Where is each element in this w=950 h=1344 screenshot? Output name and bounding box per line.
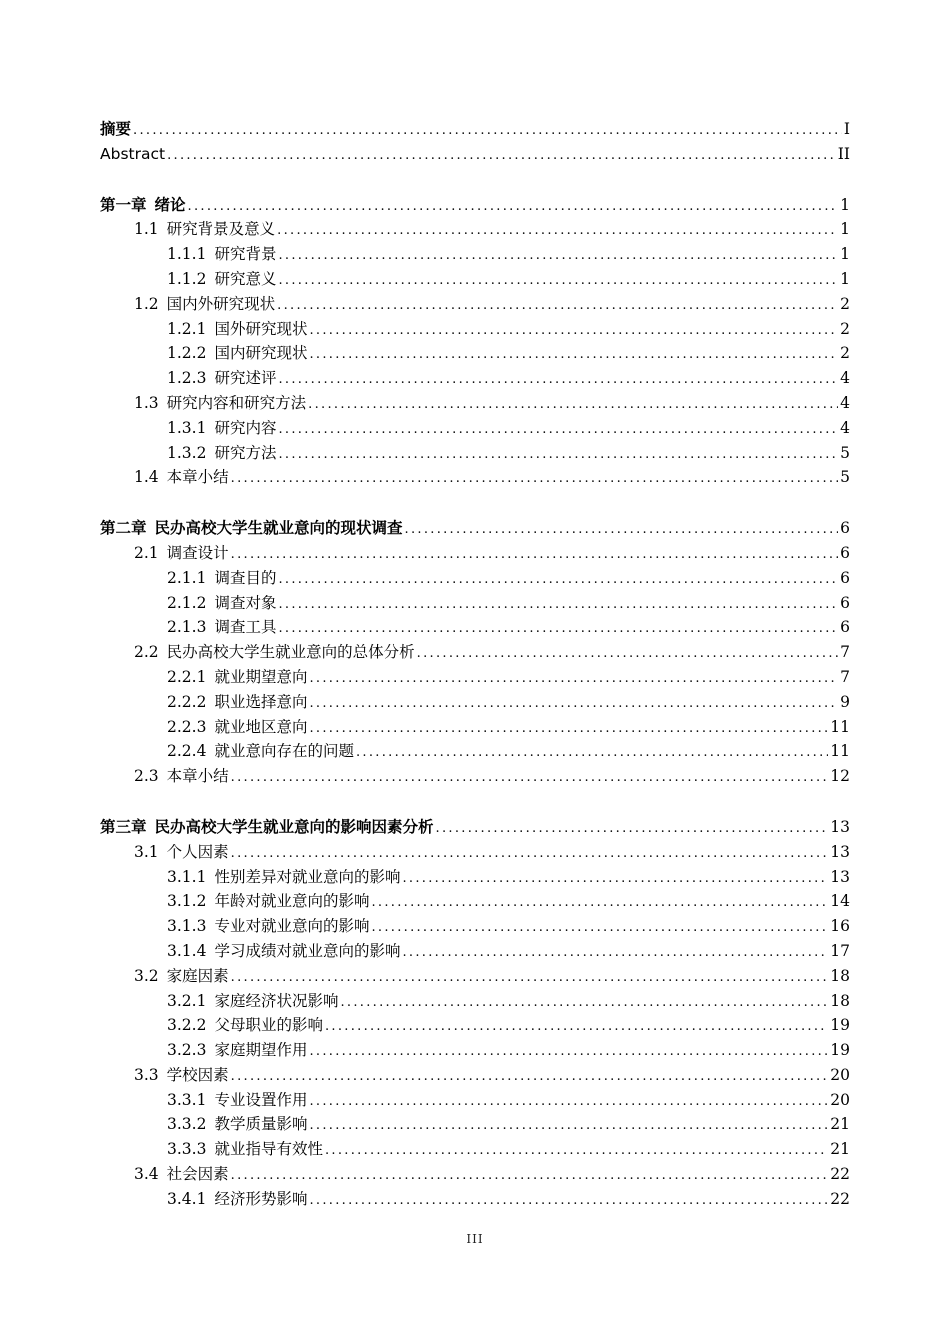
toc-entry-number: 3.3 bbox=[134, 1065, 159, 1084]
toc-entry-page: 1 bbox=[840, 220, 850, 239]
toc-entry-number: 3.1.2 bbox=[167, 892, 207, 911]
toc-entry-page: 2 bbox=[840, 344, 850, 363]
toc-entry[interactable] bbox=[100, 566, 850, 591]
toc-entry-page: 2 bbox=[840, 294, 850, 313]
toc-entry-number: 第一章 bbox=[100, 195, 147, 214]
toc-entry-number: 3.2 bbox=[134, 966, 159, 985]
toc-entry[interactable] bbox=[100, 117, 850, 142]
toc-entry-page: 7 bbox=[840, 643, 850, 662]
toc-entry-title: 个人因素 bbox=[166, 842, 229, 861]
dot-leader bbox=[231, 543, 838, 566]
toc-entry-number: 3.1.4 bbox=[167, 941, 207, 960]
dot-leader bbox=[278, 443, 838, 466]
toc-entry-number: 3.2.3 bbox=[167, 1041, 207, 1060]
toc-entry-page: 20 bbox=[830, 1090, 850, 1109]
dot-leader bbox=[417, 642, 838, 665]
toc-entry-page: 21 bbox=[830, 1140, 850, 1159]
toc-entry-number: 1.2.2 bbox=[167, 344, 207, 363]
dot-leader bbox=[278, 418, 838, 441]
toc-entry[interactable] bbox=[100, 267, 850, 292]
dot-leader bbox=[278, 593, 838, 616]
toc-entry-number: 1.3.2 bbox=[167, 443, 207, 462]
toc-entry[interactable] bbox=[100, 1162, 850, 1187]
dot-leader bbox=[356, 741, 828, 764]
toc-entry-title: 性别差异对就业意向的影响 bbox=[214, 867, 401, 886]
toc-entry[interactable] bbox=[100, 366, 850, 391]
toc-entry-title: 经济形势影响 bbox=[214, 1189, 308, 1208]
toc-entry-page: 13 bbox=[830, 867, 850, 886]
toc-entry-title: 研究背景及意义 bbox=[166, 220, 276, 239]
dot-leader bbox=[405, 518, 839, 541]
toc-entry-number: 第三章 bbox=[100, 817, 147, 836]
toc-entry[interactable] bbox=[100, 739, 850, 764]
toc-entry-page: 1 bbox=[840, 195, 850, 214]
toc-entry-page: 21 bbox=[830, 1115, 850, 1134]
dot-leader bbox=[231, 467, 838, 490]
toc-entry[interactable] bbox=[100, 964, 850, 989]
toc-entry-title: 研究内容 bbox=[214, 418, 277, 437]
toc-entry-page: 11 bbox=[830, 742, 850, 761]
toc-entry-title: 本章小结 bbox=[166, 767, 229, 786]
toc-entry[interactable] bbox=[100, 292, 850, 317]
dot-leader bbox=[309, 692, 838, 715]
toc-entry[interactable] bbox=[100, 516, 850, 541]
dot-leader bbox=[371, 916, 828, 939]
toc-entry-title: 就业意向存在的问题 bbox=[214, 742, 354, 761]
toc-entry[interactable] bbox=[100, 591, 850, 616]
toc-entry[interactable] bbox=[100, 764, 850, 789]
toc-entry-number: 2.2.1 bbox=[167, 667, 207, 686]
toc-entry-page: 12 bbox=[830, 767, 850, 786]
dot-leader bbox=[278, 368, 838, 391]
toc-entry[interactable] bbox=[100, 840, 850, 865]
toc-entry-number: 1.3.1 bbox=[167, 418, 207, 437]
toc-entry-page: 5 bbox=[840, 468, 850, 487]
toc-entry-page: 13 bbox=[830, 817, 850, 836]
toc-entry[interactable] bbox=[100, 865, 850, 890]
toc-entry[interactable] bbox=[100, 193, 850, 218]
dot-leader bbox=[231, 1164, 829, 1187]
toc-entry-title: 国内外研究现状 bbox=[166, 294, 276, 313]
toc-entry-number: 2.2.3 bbox=[167, 717, 207, 736]
toc-entry-title: 社会因素 bbox=[166, 1165, 229, 1184]
toc-entry-page: 16 bbox=[830, 917, 850, 936]
dot-leader bbox=[167, 144, 836, 167]
dot-leader bbox=[340, 991, 828, 1014]
toc-entry[interactable] bbox=[100, 1013, 850, 1038]
toc-entry-page: 19 bbox=[830, 1016, 850, 1035]
toc-entry[interactable] bbox=[100, 815, 850, 840]
toc-entry-title: 民办高校大学生就业意向的现状调查 bbox=[154, 519, 403, 538]
toc-entry-number: 3.3.2 bbox=[167, 1115, 207, 1134]
dot-leader bbox=[309, 319, 838, 342]
toc-entry-page: 5 bbox=[840, 443, 850, 462]
toc-entry-page: 20 bbox=[830, 1065, 850, 1084]
toc-entry-number: 2.2.4 bbox=[167, 742, 207, 761]
toc-entry-number: 1.2.1 bbox=[167, 319, 207, 338]
toc-entry-number: 3.1.1 bbox=[167, 867, 207, 886]
toc-entry-page: 6 bbox=[840, 543, 850, 562]
toc-entry-number: 2.1.1 bbox=[167, 568, 207, 587]
toc-entry[interactable] bbox=[100, 441, 850, 466]
toc-entry[interactable] bbox=[100, 615, 850, 640]
toc-entry-title: 就业期望意向 bbox=[214, 667, 308, 686]
toc-entry-page: 22 bbox=[830, 1165, 850, 1184]
toc-entry-page: II bbox=[837, 144, 850, 163]
toc-entry-title: 研究方法 bbox=[214, 443, 277, 462]
dot-leader bbox=[231, 1065, 829, 1088]
dot-leader bbox=[277, 219, 838, 242]
dot-leader bbox=[231, 766, 829, 789]
toc-entry-page: 14 bbox=[830, 892, 850, 911]
toc-entry-number: 2.1.3 bbox=[167, 618, 207, 637]
toc-entry[interactable] bbox=[100, 217, 850, 242]
toc-entry-title: 教学质量影响 bbox=[214, 1115, 308, 1134]
toc-entry-number: 3.2.2 bbox=[167, 1016, 207, 1035]
toc-entry-page: 4 bbox=[840, 418, 850, 437]
toc-entry[interactable] bbox=[100, 690, 850, 715]
toc-entry-title: 家庭因素 bbox=[166, 966, 229, 985]
dot-leader bbox=[402, 941, 828, 964]
toc-entry-number: 1.1.2 bbox=[167, 269, 207, 288]
toc-entry-page: 11 bbox=[830, 717, 850, 736]
toc-entry-page: 13 bbox=[830, 842, 850, 861]
dot-leader bbox=[309, 1189, 828, 1212]
toc-entry[interactable] bbox=[100, 640, 850, 665]
toc-entry-title: 专业设置作用 bbox=[214, 1090, 308, 1109]
toc-entry-page: 7 bbox=[840, 667, 850, 686]
toc-entry-title: 学习成绩对就业意向的影响 bbox=[214, 941, 401, 960]
dot-leader bbox=[371, 891, 828, 914]
dot-leader bbox=[402, 867, 828, 890]
toc-entry-page: 6 bbox=[840, 568, 850, 587]
toc-entry-number: 3.1 bbox=[134, 842, 159, 861]
toc-entry[interactable] bbox=[100, 391, 850, 416]
toc-entry[interactable] bbox=[100, 914, 850, 939]
toc-entry[interactable] bbox=[100, 1063, 850, 1088]
toc-entry-title: 年龄对就业意向的影响 bbox=[214, 892, 370, 911]
toc-entry[interactable] bbox=[100, 1187, 850, 1212]
toc-entry[interactable] bbox=[100, 665, 850, 690]
toc-entry-title: 国内研究现状 bbox=[214, 344, 308, 363]
toc-entry-number: 1.3 bbox=[134, 393, 159, 412]
dot-leader bbox=[133, 119, 842, 142]
toc-entry-title: 学校因素 bbox=[166, 1065, 229, 1084]
toc-entry-page: 1 bbox=[840, 245, 850, 264]
toc-entry-page: 18 bbox=[830, 991, 850, 1010]
toc-entry-page: 4 bbox=[840, 393, 850, 412]
toc-entry-number: 1.1 bbox=[134, 220, 159, 239]
toc-entry-number: 3.4.1 bbox=[167, 1189, 207, 1208]
toc-entry-number: 2.1.2 bbox=[167, 593, 207, 612]
toc-entry[interactable] bbox=[100, 889, 850, 914]
toc-entry-page: 1 bbox=[840, 269, 850, 288]
toc-entry-title: 专业对就业意向的影响 bbox=[214, 917, 370, 936]
toc-entry[interactable] bbox=[100, 939, 850, 964]
toc-entry-title: 民办高校大学生就业意向的影响因素分析 bbox=[154, 817, 434, 836]
toc-entry[interactable] bbox=[100, 1137, 850, 1162]
dot-leader bbox=[309, 1114, 828, 1137]
dot-leader bbox=[309, 667, 838, 690]
toc-entry-title: 调查设计 bbox=[166, 543, 229, 562]
toc-entry-title: 研究意义 bbox=[214, 269, 277, 288]
toc-entry-number: 3.4 bbox=[134, 1165, 159, 1184]
toc-entry-page: 6 bbox=[840, 618, 850, 637]
toc-entry-number: 3.1.3 bbox=[167, 917, 207, 936]
toc-entry-page: 19 bbox=[830, 1041, 850, 1060]
toc-entry[interactable] bbox=[100, 541, 850, 566]
dot-leader bbox=[325, 1015, 828, 1038]
toc-entry-page: 6 bbox=[840, 519, 850, 538]
toc-entry-number: 3.3.3 bbox=[167, 1140, 207, 1159]
dot-leader bbox=[278, 269, 838, 292]
dot-leader bbox=[278, 617, 838, 640]
toc-entry-title: 调查对象 bbox=[214, 593, 277, 612]
toc-entry-number: 1.2.3 bbox=[167, 369, 207, 388]
toc-entry-title: 就业指导有效性 bbox=[214, 1140, 323, 1159]
dot-leader bbox=[325, 1139, 828, 1162]
toc-entry-page: 9 bbox=[840, 692, 850, 711]
toc-entry-number: 1.2 bbox=[134, 294, 159, 313]
toc-entry[interactable] bbox=[100, 341, 850, 366]
toc-entry-page: 22 bbox=[830, 1189, 850, 1208]
dot-leader bbox=[309, 343, 838, 366]
toc-entry-number: 2.1 bbox=[134, 543, 159, 562]
toc-entry-page: 2 bbox=[840, 319, 850, 338]
toc-entry-title: 职业选择意向 bbox=[214, 692, 308, 711]
toc-entry[interactable] bbox=[100, 465, 850, 490]
toc-entry-title: 研究述评 bbox=[214, 369, 277, 388]
toc-entry[interactable] bbox=[100, 1038, 850, 1063]
toc-entry-page: I bbox=[843, 120, 850, 138]
toc-entry-title: 国外研究现状 bbox=[214, 319, 308, 338]
dot-leader bbox=[309, 1040, 828, 1063]
table-of-contents bbox=[100, 117, 850, 1212]
toc-entry[interactable] bbox=[100, 416, 850, 441]
toc-entry-title: 绪论 bbox=[154, 195, 186, 214]
dot-leader bbox=[278, 568, 838, 591]
page-number: III bbox=[466, 1232, 484, 1246]
toc-entry-page: 17 bbox=[830, 941, 850, 960]
dot-leader bbox=[309, 717, 828, 740]
toc-entry-page: 18 bbox=[830, 966, 850, 985]
toc-entry-title: 本章小结 bbox=[166, 468, 229, 487]
dot-leader bbox=[436, 817, 829, 840]
toc-entry[interactable] bbox=[100, 1112, 850, 1137]
dot-leader bbox=[309, 1090, 828, 1113]
dot-leader bbox=[278, 244, 838, 267]
toc-entry-number: 第二章 bbox=[100, 519, 147, 538]
toc-entry-title: 摘要 bbox=[100, 120, 132, 138]
toc-entry[interactable] bbox=[100, 715, 850, 740]
toc-entry-title: 研究背景 bbox=[214, 245, 277, 264]
dot-leader bbox=[231, 966, 829, 989]
toc-entry[interactable] bbox=[100, 989, 850, 1014]
toc-entry[interactable] bbox=[100, 317, 850, 342]
toc-entry-title: 家庭经济状况影响 bbox=[214, 991, 339, 1010]
toc-entry[interactable] bbox=[100, 142, 850, 167]
toc-entry[interactable] bbox=[100, 242, 850, 267]
toc-entry-title: 家庭期望作用 bbox=[214, 1041, 308, 1060]
toc-entry-number: 3.2.1 bbox=[167, 991, 207, 1010]
toc-entry-page: 4 bbox=[840, 369, 850, 388]
toc-entry-number: 3.3.1 bbox=[167, 1090, 207, 1109]
toc-entry-number: 2.2 bbox=[134, 643, 159, 662]
toc-entry-title: Abstract bbox=[100, 144, 166, 163]
toc-entry-title: 父母职业的影响 bbox=[214, 1016, 323, 1035]
toc-entry-number: 2.2.2 bbox=[167, 692, 207, 711]
dot-leader bbox=[308, 393, 838, 416]
toc-entry-page: 6 bbox=[840, 593, 850, 612]
dot-leader bbox=[231, 842, 829, 865]
dot-leader bbox=[277, 294, 838, 317]
toc-entry-title: 研究内容和研究方法 bbox=[166, 393, 307, 412]
toc-entry-title: 就业地区意向 bbox=[214, 717, 308, 736]
toc-entry-number: 2.3 bbox=[134, 767, 159, 786]
toc-entry[interactable] bbox=[100, 1088, 850, 1113]
toc-entry-title: 民办高校大学生就业意向的总体分析 bbox=[166, 643, 415, 662]
toc-entry-number: 1.1.1 bbox=[167, 245, 207, 264]
toc-entry-number: 1.4 bbox=[134, 468, 159, 487]
dot-leader bbox=[188, 195, 839, 218]
toc-entry-title: 调查工具 bbox=[214, 618, 277, 637]
toc-entry-title: 调查目的 bbox=[214, 568, 277, 587]
